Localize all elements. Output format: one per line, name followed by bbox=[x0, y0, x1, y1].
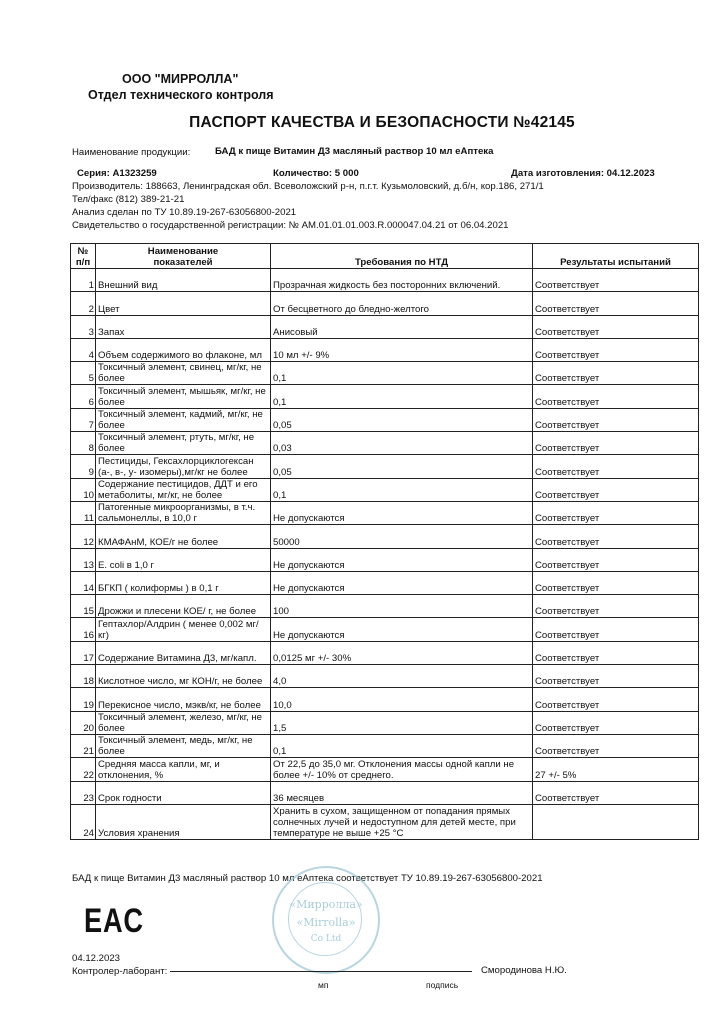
row-number: 12 bbox=[71, 525, 96, 548]
row-number: 9 bbox=[71, 455, 96, 478]
document-title: ПАСПОРТ КАЧЕСТВА И БЕЗОПАСНОСТИ №42145 bbox=[189, 114, 575, 131]
requirement: Не допускаются bbox=[271, 571, 533, 594]
indicator-name: Содержание пестицидов, ДДТ и его метаболиты, мг/кг, не более bbox=[96, 478, 271, 501]
analysis-standard: Анализ сделан по ТУ 10.89.19-267-63056800-2021 bbox=[72, 207, 297, 218]
test-result: Соответствует bbox=[533, 734, 699, 757]
table-row bbox=[71, 665, 699, 688]
footer-date: 04.12.2023 bbox=[72, 953, 121, 964]
table-row bbox=[71, 804, 699, 839]
table-row bbox=[71, 408, 699, 431]
test-result: Соответствует bbox=[533, 571, 699, 594]
table-row bbox=[71, 618, 699, 641]
table-row bbox=[71, 758, 699, 781]
product-name-value: БАД к пище Витамин Д3 масляный раствор 10 мл еАптека bbox=[215, 146, 494, 157]
table-row bbox=[71, 362, 699, 385]
requirement: 10 мл +/- 9% bbox=[271, 338, 533, 361]
test-result: Соответствует bbox=[533, 781, 699, 804]
requirement: 50000 bbox=[271, 525, 533, 548]
test-result: Соответствует bbox=[533, 688, 699, 711]
header-indicator-name: Наименование показателей bbox=[96, 244, 271, 269]
test-result: Соответствует bbox=[533, 665, 699, 688]
table-row bbox=[71, 478, 699, 501]
table-row bbox=[71, 315, 699, 338]
row-number: 17 bbox=[71, 641, 96, 664]
quality-table bbox=[70, 243, 699, 840]
table-row bbox=[71, 501, 699, 524]
table-row bbox=[71, 385, 699, 408]
indicator-name: Токсичный элемент, медь, мг/кг, не более bbox=[96, 734, 271, 757]
table-row bbox=[71, 455, 699, 478]
table-row bbox=[71, 269, 699, 292]
indicator-name: Внешний вид bbox=[96, 269, 271, 292]
row-number: 24 bbox=[71, 804, 96, 839]
requirement: Не допускаются bbox=[271, 618, 533, 641]
header-number: № п/п bbox=[71, 244, 96, 269]
table-row bbox=[71, 548, 699, 571]
test-result: Соответствует bbox=[533, 338, 699, 361]
manufacturer: Производитель: 188663, Ленинградская обл. Всеволожский р-н, п.г.т. Кузьмоловский, д.б/н, кор.186, 271/1 bbox=[72, 181, 544, 192]
row-number: 22 bbox=[71, 758, 96, 781]
test-result: Соответствует bbox=[533, 525, 699, 548]
row-number: 23 bbox=[71, 781, 96, 804]
conformity-statement: БАД к пище Витамин Д3 масляный раствор 10 мл еАптека соответствует ТУ 10.89.19-267-63056800-2021 bbox=[72, 873, 543, 884]
test-result: Соответствует bbox=[533, 501, 699, 524]
phone: Тел/факс (812) 389-21-21 bbox=[72, 194, 185, 205]
test-result: Соответствует bbox=[533, 362, 699, 385]
series: Серия: А1323259 bbox=[77, 168, 157, 179]
test-result: Соответствует bbox=[533, 478, 699, 501]
requirement: 4,0 bbox=[271, 665, 533, 688]
requirement: 0,05 bbox=[271, 455, 533, 478]
table-row bbox=[71, 711, 699, 734]
indicator-name: Средняя масса капли, мг, и отклонения, % bbox=[96, 758, 271, 781]
requirement: 0,1 bbox=[271, 478, 533, 501]
row-number: 18 bbox=[71, 665, 96, 688]
requirement: 10,0 bbox=[271, 688, 533, 711]
row-number: 16 bbox=[71, 618, 96, 641]
row-number: 21 bbox=[71, 734, 96, 757]
requirement: От 22,5 до 35,0 мг. Отклонения массы одной капли не более +/- 10% от среднего. bbox=[271, 758, 533, 781]
inspector-label: Контролер-лаборант: bbox=[72, 966, 168, 977]
table-row bbox=[71, 525, 699, 548]
test-result: Соответствует bbox=[533, 292, 699, 315]
company-stamp: «Мирролла» «Mirrolla» Co Ltd bbox=[272, 866, 380, 974]
table-row bbox=[71, 432, 699, 455]
table-header-row bbox=[71, 244, 699, 269]
requirement: 0,0125 мг +/- 30% bbox=[271, 641, 533, 664]
row-number: 1 bbox=[71, 269, 96, 292]
header-result: Результаты испытаний bbox=[533, 244, 699, 269]
indicator-name: Пестициды, Гексахлорциклогексан (а-, в-, у- изомеры),мг/кг не более bbox=[96, 455, 271, 478]
requirement: 100 bbox=[271, 595, 533, 618]
row-number: 6 bbox=[71, 385, 96, 408]
indicator-name: Токсичный элемент, ртуть, мг/кг, не более bbox=[96, 432, 271, 455]
requirement: От бесцветного до бледно-желтого bbox=[271, 292, 533, 315]
requirement: 0,05 bbox=[271, 408, 533, 431]
indicator-name: E. coli в 1,0 г bbox=[96, 548, 271, 571]
indicator-name: Условия хранения bbox=[96, 804, 271, 839]
indicator-name: Перекисное число, мэкв/кг, не более bbox=[96, 688, 271, 711]
row-number: 3 bbox=[71, 315, 96, 338]
header-requirement: Требования по НТД bbox=[271, 244, 533, 269]
table-row bbox=[71, 734, 699, 757]
manufacture-date: Дата изготовления: 04.12.2023 bbox=[511, 168, 655, 179]
requirement: 0,1 bbox=[271, 385, 533, 408]
test-result: Соответствует bbox=[533, 432, 699, 455]
registration-certificate: Свидетельство о государственной регистрации: № AM.01.01.01.003.R.000047.04.21 от 06.04.2021 bbox=[72, 220, 509, 231]
quantity: Количество: 5 000 bbox=[273, 168, 359, 179]
indicator-name: Токсичный элемент, железо, мг/кг, не более bbox=[96, 711, 271, 734]
table-row bbox=[71, 595, 699, 618]
indicator-name: Патогенные микроорганизмы, в т.ч. сальмонеллы, в 10,0 г bbox=[96, 501, 271, 524]
indicator-name: Кислотное число, мг КОН/г, не более bbox=[96, 665, 271, 688]
test-result: Соответствует bbox=[533, 315, 699, 338]
indicator-name: Цвет bbox=[96, 292, 271, 315]
row-number: 19 bbox=[71, 688, 96, 711]
organization-name: ООО "МИРРОЛЛА" bbox=[122, 72, 239, 86]
requirement: Хранить в сухом, защищенном от попадания прямых солнечных лучей и недоступном для детей месте, при температуре не выше +25 °C bbox=[271, 804, 533, 839]
requirement: 0,1 bbox=[271, 362, 533, 385]
indicator-name: БГКП ( колиформы ) в 0,1 г bbox=[96, 571, 271, 594]
indicator-name: Содержание Витамина Д3, мг/капл. bbox=[96, 641, 271, 664]
signature-label: подпись bbox=[426, 980, 459, 990]
inspector-name: Смородинова Н.Ю. bbox=[481, 965, 567, 976]
indicator-name: Срок годности bbox=[96, 781, 271, 804]
indicator-name: Токсичный элемент, кадмий, мг/кг, не более bbox=[96, 408, 271, 431]
indicator-name: Дрожжи и плесени КОЕ/ г, не более bbox=[96, 595, 271, 618]
row-number: 10 bbox=[71, 478, 96, 501]
signature-line bbox=[170, 971, 472, 972]
row-number: 7 bbox=[71, 408, 96, 431]
row-number: 15 bbox=[71, 595, 96, 618]
row-number: 13 bbox=[71, 548, 96, 571]
test-result: Соответствует bbox=[533, 408, 699, 431]
department-name: Отдел технического контроля bbox=[88, 88, 274, 102]
table-row bbox=[71, 688, 699, 711]
table-row bbox=[71, 781, 699, 804]
indicator-name: Объем содержимого во флаконе, мл bbox=[96, 338, 271, 361]
table-row bbox=[71, 571, 699, 594]
requirement: Не допускаются bbox=[271, 501, 533, 524]
test-result: Соответствует bbox=[533, 269, 699, 292]
requirement: Прозрачная жидкость без посторонних включений. bbox=[271, 269, 533, 292]
requirement: Не допускаются bbox=[271, 548, 533, 571]
indicator-name: Токсичный элемент, мышьяк, мг/кг, не более bbox=[96, 385, 271, 408]
row-number: 14 bbox=[71, 571, 96, 594]
test-result: Соответствует bbox=[533, 455, 699, 478]
requirement: 1,5 bbox=[271, 711, 533, 734]
stamp-place-label: мп bbox=[318, 980, 329, 990]
test-result: Соответствует bbox=[533, 595, 699, 618]
test-result: 27 +/- 5% bbox=[533, 758, 699, 781]
requirement: 0,1 bbox=[271, 734, 533, 757]
row-number: 8 bbox=[71, 432, 96, 455]
row-number: 11 bbox=[71, 501, 96, 524]
requirement: Анисовый bbox=[271, 315, 533, 338]
row-number: 2 bbox=[71, 292, 96, 315]
test-result: Соответствует bbox=[533, 548, 699, 571]
test-result: Соответствует bbox=[533, 641, 699, 664]
row-number: 5 bbox=[71, 362, 96, 385]
test-result: Соответствует bbox=[533, 711, 699, 734]
eac-logo: EAC bbox=[84, 902, 144, 940]
table-row bbox=[71, 338, 699, 361]
requirement: 0,03 bbox=[271, 432, 533, 455]
indicator-name: КМАФАнМ, КОЕ/г не более bbox=[96, 525, 271, 548]
indicator-name: Токсичный элемент, свинец, мг/кг, не более bbox=[96, 362, 271, 385]
requirement: 36 месяцев bbox=[271, 781, 533, 804]
test-result: Соответствует bbox=[533, 385, 699, 408]
product-name-label: Наименование продукции: bbox=[72, 147, 191, 158]
row-number: 4 bbox=[71, 338, 96, 361]
indicator-name: Запах bbox=[96, 315, 271, 338]
test-result: Соответствует bbox=[533, 618, 699, 641]
table-row bbox=[71, 641, 699, 664]
row-number: 20 bbox=[71, 711, 96, 734]
indicator-name: Гептахлор/Алдрин ( менее 0,002 мг/кг) bbox=[96, 618, 271, 641]
table-row bbox=[71, 292, 699, 315]
test-result bbox=[533, 804, 699, 839]
